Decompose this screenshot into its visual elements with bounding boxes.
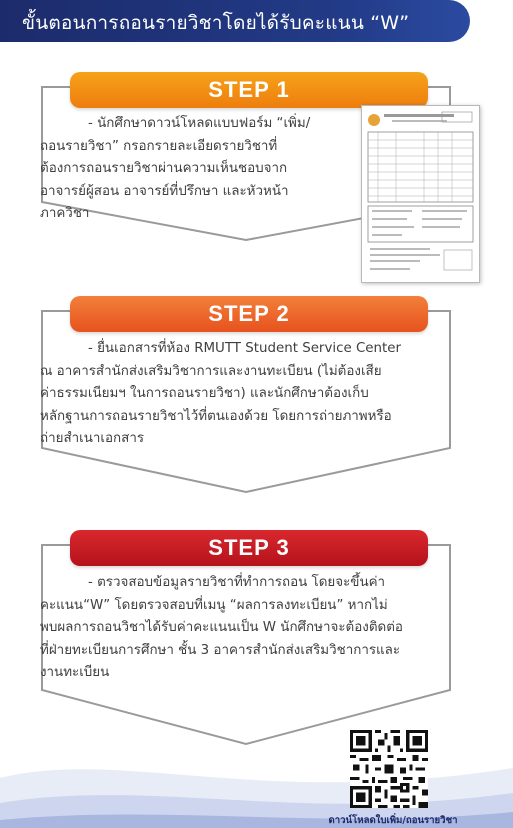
step-2-line-2: ณ อาคารสำนักส่งเสริมวิชาการและงานทะเบียน (ไม่ต้องเสีย [40, 363, 382, 379]
step-2-line-5: ถ่ายสำเนาเอกสาร [40, 431, 145, 446]
step-1-line-2: ถอนรายวิชา” กรอกรายละเอียดรายวิชาที่ [40, 138, 278, 154]
step-2-line-3: ค่าธรรมเนียมฯ ในการถอนรายวิชา) และนักศึกษาต้องเก็บ [40, 386, 369, 401]
step-2-text [40, 338, 452, 451]
step-1-label: STEP 1 [70, 72, 428, 108]
step-1-line-1: - นักศึกษาดาวน์โหลดแบบฟอร์ม “เพิ่ม/ [88, 116, 311, 131]
step-3-line-4: ที่ฝ่ายทะเบียนการศึกษา ชั้น 3 อาคารสำนักส่งเสริมวิชาการและ [40, 642, 401, 658]
step-1-line-5: ภาควิชา [40, 206, 90, 221]
step-1-line-3: ต้องการถอนรายวิชาผ่านความเห็นชอบจาก [40, 161, 288, 176]
step-3-line-5: งานทะเบียน [40, 665, 110, 680]
step-3-line-1: - ตรวจสอบข้อมูลรายวิชาที่ทำการถอน โดยจะขึ้นค่า [88, 575, 386, 590]
qr-caption[interactable]: ดาวน์โหลดใบเพิ่ม/ถอนรายวิชา [328, 815, 458, 826]
step-3-line-2: คะแนน“W” โดยตรวจสอบที่เมนู “ผลการลงทะเบียน” หากไม่ [40, 597, 388, 613]
step-2-line-1: - ยื่นเอกสารที่ห้อง RMUTT Student Service Center [88, 341, 402, 356]
step-3-line-3: พบผลการถอนวิชาได้รับค่าคะแนนเป็น W นักศึกษาจะต้องติดต่อ [40, 620, 403, 635]
qr-code-icon[interactable] [350, 730, 428, 808]
step-2-label: STEP 2 [70, 296, 428, 332]
step-3-text [40, 572, 452, 685]
form-document-image [361, 105, 480, 283]
header-banner [0, 0, 470, 42]
step-3-label: STEP 3 [70, 530, 428, 566]
step-1-text [40, 113, 370, 226]
page-title: ขั้นตอนการถอนรายวิชาโดยได้รับคะแนน “W” [22, 12, 410, 34]
step-2-line-4: หลักฐานการถอนรายวิชาไว้ที่ตนเองด้วย โดยการถ่ายภาพหรือ [40, 408, 392, 424]
step-1-line-4: อาจารย์ผู้สอน อาจารย์ที่ปรึกษา และหัวหน้า [40, 183, 289, 199]
